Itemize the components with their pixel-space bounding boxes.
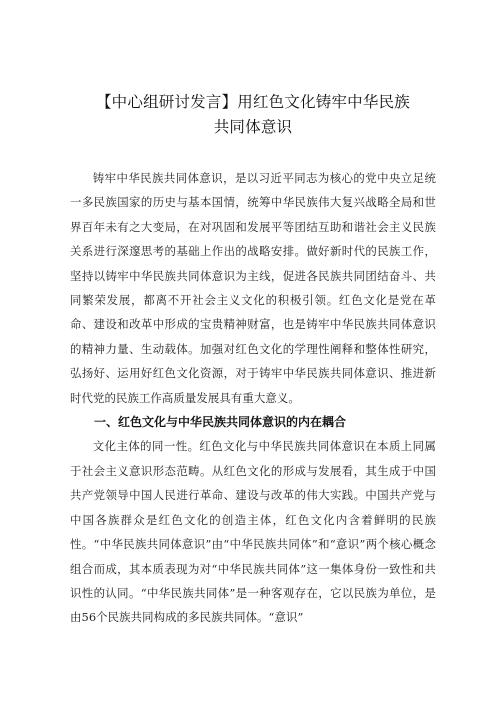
document-title-line-1: 【中心组研讨发言】用红色文化铸牢中华民族 — [95, 93, 410, 111]
section-1-paragraph: 文化主体的同一性。红色文化与中华民族共同体意识在本质上同属于社会主义意识形态范畴。从红色文化的形成与发展看，其生成于中国共产党领导中国人民进行革命、建设与改革的伟大实践。中国共产党与中国各族群众是红色文化的创造主体，红色文化内含着鲜明的民族性。“中华民族共同体意识”由“中华民族共同体”和“意识”两个核心概念组合而成，其本质表现为对“中华民族共同体”这一集体身份一致性和共识性的认同。“中华民族共同体”是一种客观存在，它以民族为单位，是由56个民族共同构成的多民族共同体。“意识” — [70, 439, 436, 625]
intro-paragraph: 铸牢中华民族共同体意识，是以习近平同志为核心的党中央立足统一多民族国家的历史与基本国情，统筹中华民族伟大复兴战略全局和世界百年未有之大变局，在对巩固和发展平等团结互助和谐社会主义民族关系进行深邃思考的基础上作出的战略安排。做好新时代的民族工作，坚持以铸牢中华民族共同体意识为主线，促进各民族共同团结奋斗、共同繁荣发展，都离不开社会主义文化的积极引领。红色文化是党在革命、建设和改革中形成的宝贵精神财富，也是铸牢中华民族共同体意识的精神力量、生动载体。加强对红色文化的学理性阐释和整体性研究，弘扬好、运用好红色文化资源，对于铸牢中华民族共同体意识、推进新时代党的民族工作高质量发展具有重大意义。 — [70, 171, 436, 405]
document-title-line-2: 共同体意识 — [213, 118, 293, 136]
document-title — [70, 90, 436, 140]
section-1-heading: 一、红色文化与中华民族共同体意识的内在耦合 — [94, 415, 347, 430]
